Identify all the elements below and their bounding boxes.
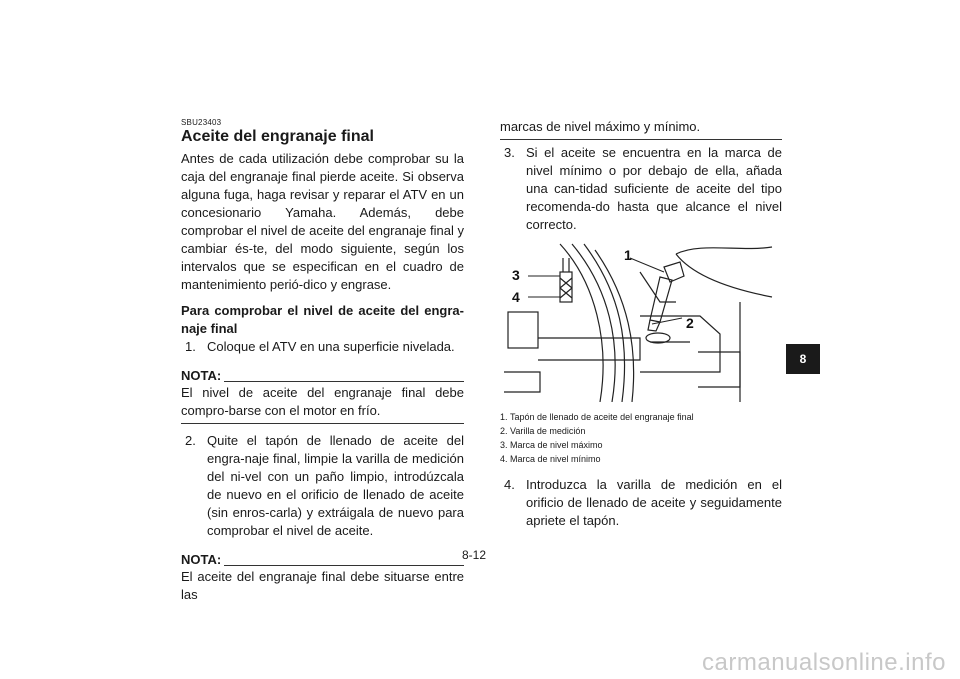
- caption-item: [500, 438, 782, 452]
- intro-paragraph: Antes de cada utilización debe comprobar su la caja del engranaje final pierde aceite. Si observa alguna fuga, haga revisar y reparar el ATV en un concesionario Yamaha. Además, debe comprobar el nivel de aceite del engranaje final y cambiar és-te, del modo siguiente, según los intervalos que se especifican en el cuadro de mantenimiento perió-dico y engrase.: [181, 151, 464, 292]
- note-rule: [224, 565, 464, 566]
- note-header: [181, 368, 464, 384]
- note-label: NOTA:: [181, 368, 222, 383]
- step-text: Si el aceite se encuentra en la marca de nivel mínimo o por debajo de ella, añada una can-tidad suficiente de aceite del tipo recomenda-do hasta que alcance el nivel correcto.: [526, 145, 782, 232]
- caption-item: [500, 410, 782, 424]
- section-code: SBU23403: [181, 118, 222, 127]
- subheading: Para comprobar el nivel de aceite del engra-naje final: [181, 303, 464, 336]
- caption-text: Tapón de llenado de aceite del engranaje final: [510, 412, 694, 422]
- dipstick-illustration: [500, 242, 782, 402]
- caption-item: [500, 452, 782, 466]
- note-rule: [224, 381, 464, 382]
- callout-4: 4: [512, 289, 520, 305]
- step-3: [500, 144, 782, 234]
- note-label: NOTA:: [181, 552, 222, 567]
- watermark: carmanualsonline.info: [702, 649, 946, 676]
- note-text: El aceite del engranaje final debe situarse entre las: [181, 569, 464, 602]
- step-number: 2.: [185, 433, 196, 448]
- caption-text: Marca de nivel mínimo: [510, 454, 601, 464]
- note-text: El nivel de aceite del engranaje final debe compro-barse con el motor en frío.: [181, 385, 464, 418]
- caption-text: Varilla de medición: [510, 426, 586, 436]
- step-text: Introduzca la varilla de medición en el orificio de llenado de aceite y seguidamente apriete el tapón.: [526, 477, 782, 528]
- callout-1: 1: [624, 247, 632, 263]
- note-end-rule: [500, 139, 782, 140]
- step-1: [181, 338, 464, 356]
- right-column: [500, 118, 782, 530]
- figure-captions: [500, 410, 782, 466]
- page-number: 8-12: [462, 548, 487, 562]
- callout-2: 2: [686, 315, 694, 331]
- chapter-tab: 8: [786, 344, 820, 374]
- caption-number: 1.: [500, 412, 508, 422]
- step-2: [181, 432, 464, 540]
- step-4: [500, 476, 782, 530]
- section-title: Aceite del engranaje final: [181, 128, 374, 145]
- step-text: Quite el tapón de llenado de aceite del engra-naje final, limpie la varilla de medición del ni-vel con un paño limpio, introdúzcala de nuevo en el orificio de llenado de aceite (sin enros-carla) y extráigala de nuevo para comprobar el nivel de aceite.: [207, 433, 464, 538]
- caption-number: 4.: [500, 454, 508, 464]
- step-number: 1.: [185, 339, 196, 354]
- note-text-continued: marcas de nivel máximo y mínimo.: [500, 119, 701, 134]
- step-text: Coloque el ATV en una superficie nivelada.: [207, 339, 455, 354]
- left-column: [181, 118, 464, 604]
- step-number: 3.: [504, 145, 515, 160]
- caption-item: [500, 424, 782, 438]
- caption-text: Marca de nivel máximo: [510, 440, 603, 450]
- step-number: 4.: [504, 477, 515, 492]
- callout-3: 3: [512, 267, 520, 283]
- note-header: [181, 552, 464, 568]
- caption-number: 2.: [500, 426, 508, 436]
- note-end-rule: [181, 423, 464, 424]
- caption-number: 3.: [500, 440, 508, 450]
